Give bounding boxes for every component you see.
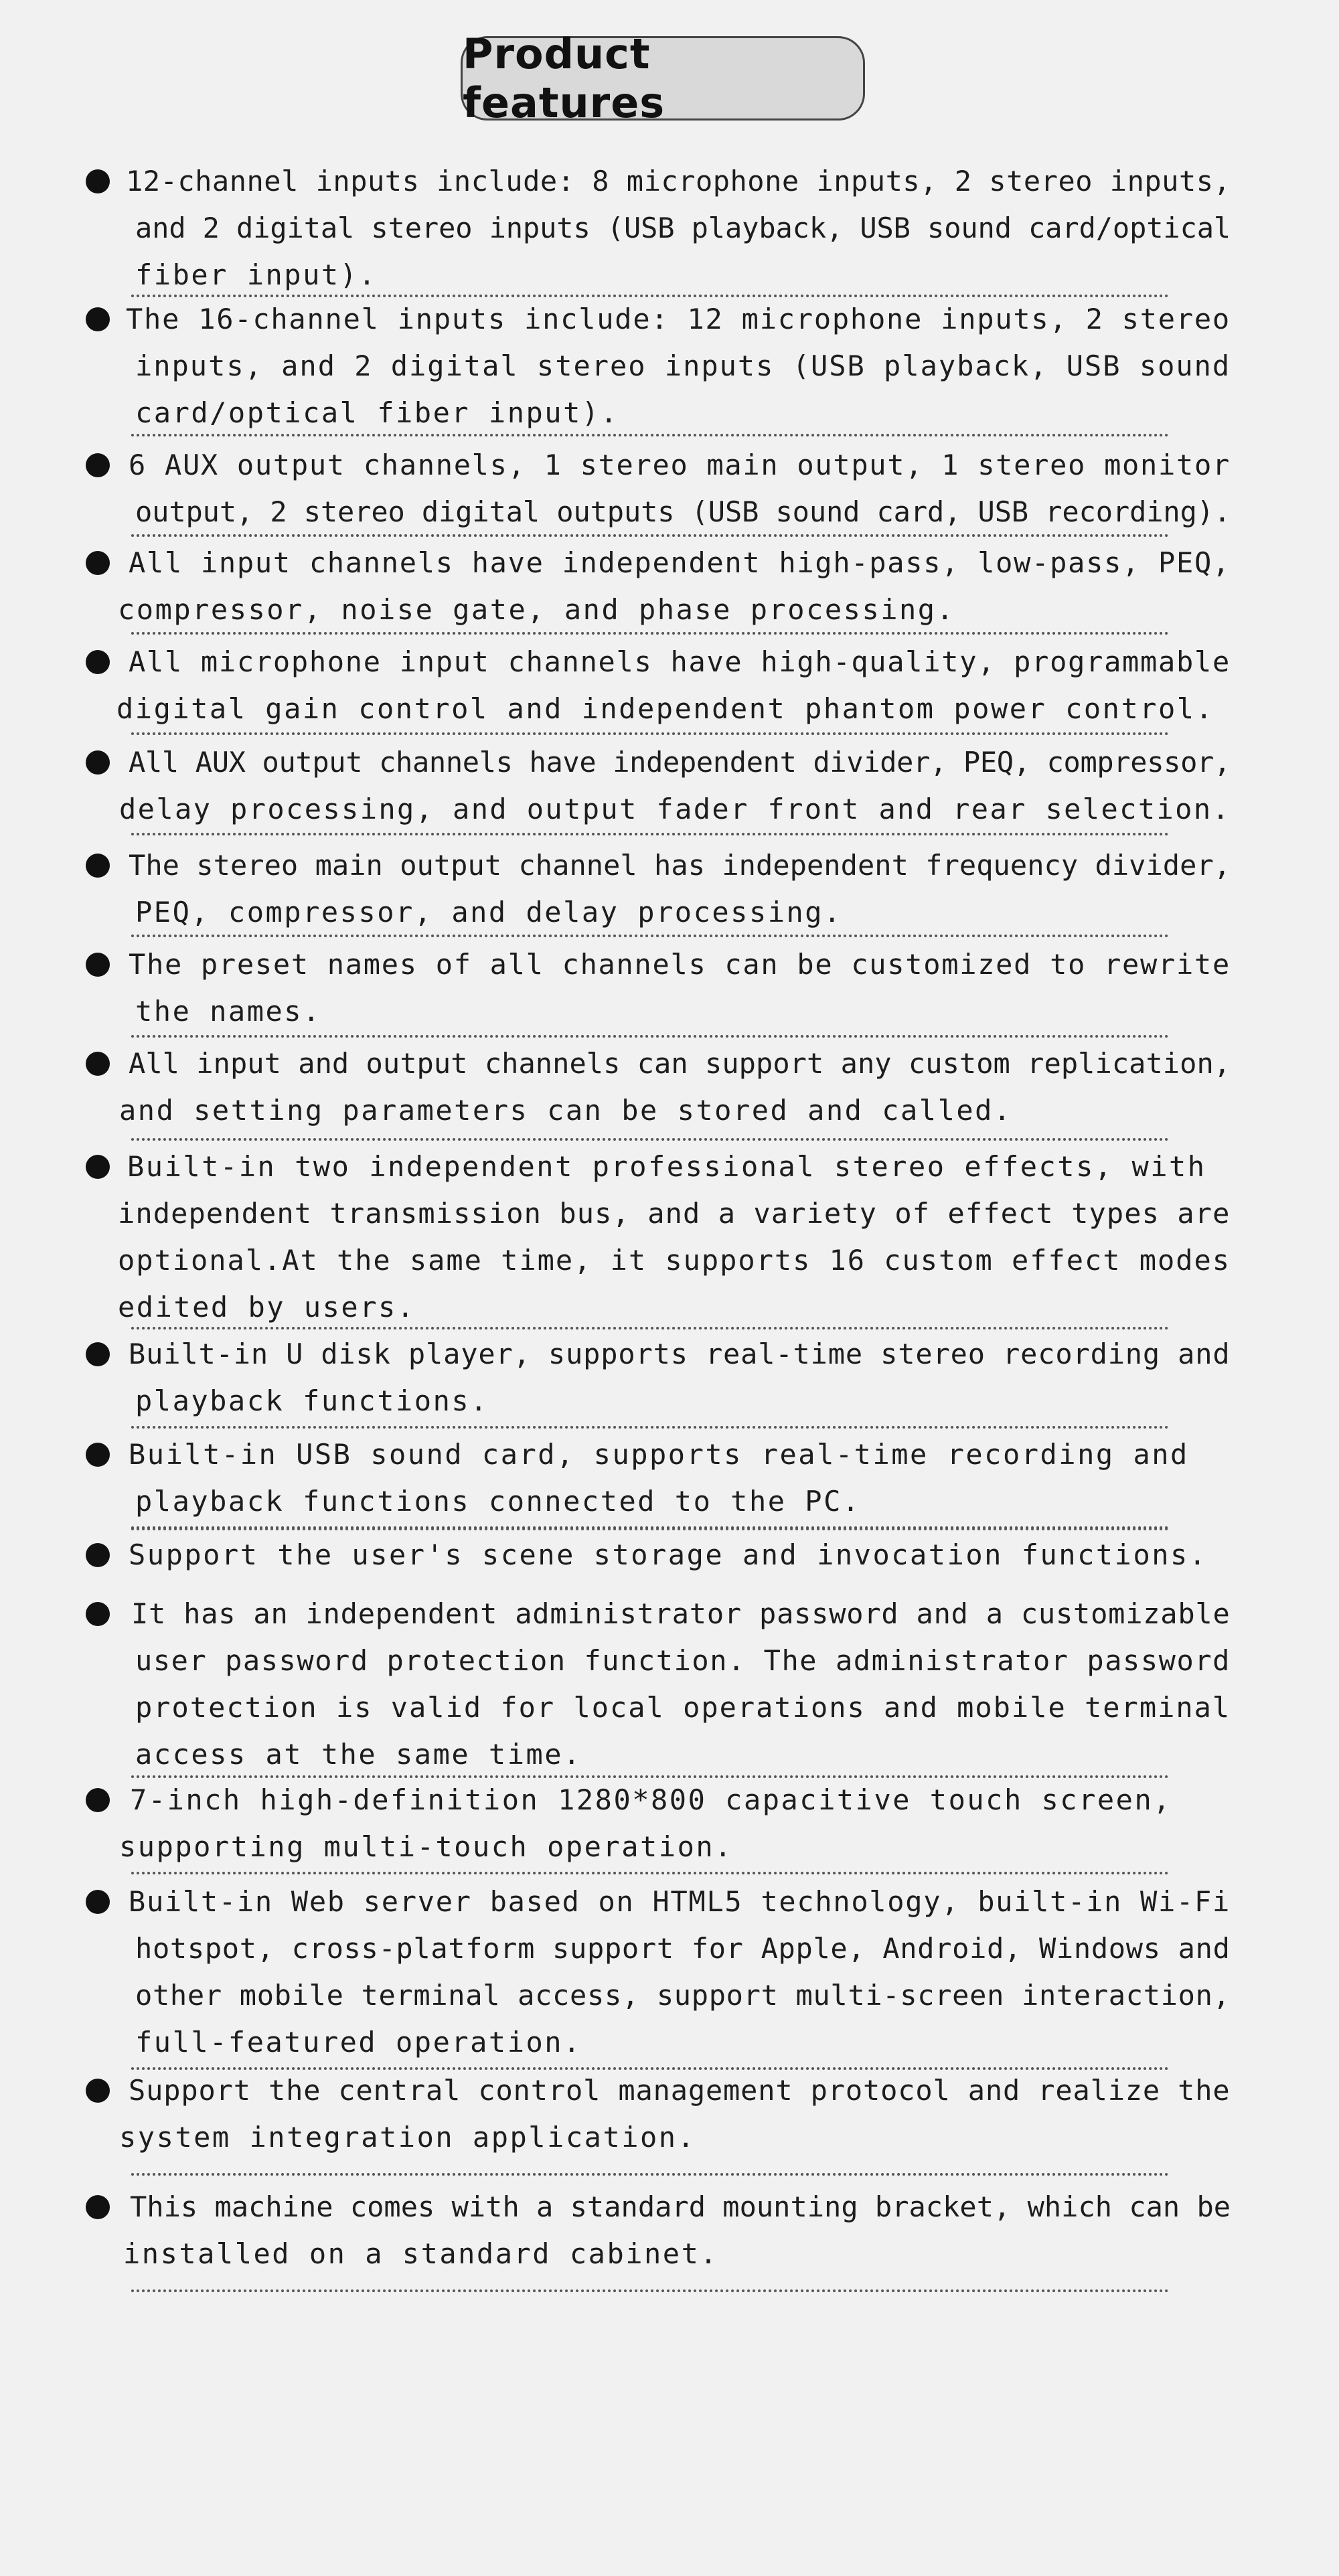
bullet-icon — [86, 854, 110, 878]
dotted-divider — [131, 1035, 1169, 1038]
bullet-icon — [86, 1602, 110, 1626]
dotted-divider — [131, 534, 1169, 537]
bullet-icon — [86, 1543, 110, 1567]
feature-text-line: Support the central control management protocol and realize the — [129, 2074, 1231, 2107]
bullet-icon — [86, 2079, 110, 2103]
feature-text-line: playback functions connected to the PC. — [135, 1485, 861, 1518]
bullet-icon — [86, 169, 110, 193]
feature-text-line: Built-in Web server based on HTML5 technology, built-in Wi-Fi — [129, 1885, 1231, 1918]
feature-text-line: All microphone input channels have high-quality, programmable — [129, 645, 1231, 678]
dotted-divider — [131, 1528, 1169, 1530]
bullet-icon — [86, 1342, 110, 1366]
feature-text-line: protection is valid for local operations and mobile terminal — [135, 1691, 1231, 1724]
feature-text-line: All input channels have independent high-pass, low-pass, PEQ, — [129, 546, 1231, 579]
feature-text-line: PEQ, compressor, and delay processing. — [135, 896, 842, 929]
feature-text-line: supporting multi-touch operation. — [119, 1830, 733, 1863]
dotted-divider — [131, 2289, 1169, 2292]
dotted-divider — [131, 935, 1169, 937]
feature-text-line: system integration application. — [119, 2121, 696, 2154]
dotted-divider — [131, 732, 1169, 735]
feature-text-line: the names. — [135, 995, 321, 1028]
bullet-icon — [86, 1443, 110, 1467]
bullet-icon — [86, 750, 110, 775]
bullet-icon — [86, 1052, 110, 1076]
feature-text-line: access at the same time. — [135, 1738, 582, 1771]
dotted-divider — [131, 632, 1169, 635]
bullet-icon — [86, 1155, 110, 1179]
feature-text-line: hotspot, cross-platform support for Apple, Android, Windows and — [135, 1932, 1231, 1965]
feature-text-line: playback functions. — [135, 1384, 489, 1417]
feature-text-line: fiber input). — [135, 258, 378, 291]
bullet-icon — [86, 1788, 110, 1812]
feature-text-line: It has an independent administrator password and a customizable — [131, 1597, 1231, 1630]
dotted-divider — [131, 434, 1169, 436]
feature-text-line: 12-channel inputs include: 8 microphone inputs, 2 stereo inputs, — [126, 165, 1231, 197]
dotted-divider — [131, 1872, 1169, 1874]
bullet-icon — [86, 307, 110, 331]
dotted-divider — [131, 1138, 1169, 1141]
feature-text-line: The preset names of all channels can be customized to rewrite — [129, 948, 1231, 981]
feature-text-line: All input and output channels can support any custom replication, — [129, 1047, 1231, 1080]
bullet-icon — [86, 650, 110, 674]
feature-text-line: card/optical fiber input). — [135, 396, 619, 429]
dotted-divider — [131, 1426, 1169, 1429]
feature-text-line: All AUX output channels have independent divider, PEQ, compressor, — [129, 746, 1231, 779]
feature-text-line: and 2 digital stereo inputs (USB playback, USB sound card/optical — [135, 212, 1231, 244]
feature-text-line: The stereo main output channel has independent frequency divider, — [129, 849, 1231, 882]
feature-text-line: Built-in two independent professional stereo effects, with — [127, 1150, 1206, 1183]
feature-text-line: and setting parameters can be stored and called. — [119, 1094, 1012, 1127]
feature-text-line: independent transmission bus, and a variety of effect types are — [118, 1197, 1231, 1230]
feature-text-line: This machine comes with a standard mounting bracket, which can be — [130, 2190, 1231, 2223]
feature-text-line: compressor, noise gate, and phase processing. — [118, 593, 955, 626]
feature-text-line: Built-in U disk player, supports real-time stereo recording and — [129, 1338, 1231, 1370]
dotted-divider — [131, 1327, 1169, 1330]
feature-text-line: 7-inch high-definition 1280*800 capacitive touch screen, — [130, 1783, 1172, 1816]
feature-text-line: digital gain control and independent phantom power control. — [116, 692, 1214, 725]
feature-text-line: user password protection function. The administrator password — [135, 1644, 1231, 1677]
feature-text-line: output, 2 stereo digital outputs (USB sound card, USB recording). — [135, 495, 1231, 528]
feature-text-line: delay processing, and output fader front and rear selection. — [119, 793, 1231, 825]
feature-text-line: 6 AUX output channels, 1 stereo main output, 1 stereo monitor — [129, 449, 1231, 481]
feature-text-line: inputs, and 2 digital stereo inputs (USB playback, USB sound — [135, 349, 1231, 382]
feature-text-line: Built-in USB sound card, supports real-time recording and — [129, 1438, 1189, 1471]
feature-text-line: full-featured operation. — [135, 2026, 582, 2059]
dotted-divider — [131, 2173, 1169, 2176]
feature-text-line: edited by users. — [118, 1291, 416, 1323]
feature-text-line: The 16-channel inputs include: 12 microphone inputs, 2 stereo — [126, 303, 1231, 335]
page-title: Product features — [461, 36, 865, 120]
bullet-icon — [86, 953, 110, 977]
bullet-icon — [86, 453, 110, 477]
feature-text-line: optional.At the same time, it supports 16 custom effect modes — [118, 1244, 1231, 1277]
feature-text-line: Support the user's scene storage and invocation functions. — [129, 1538, 1208, 1571]
dotted-divider — [131, 833, 1169, 835]
feature-text-line: other mobile terminal access, support multi-screen interaction, — [135, 1979, 1231, 2012]
bullet-icon — [86, 551, 110, 575]
bullet-icon — [86, 1890, 110, 1914]
feature-text-line: installed on a standard cabinet. — [123, 2237, 719, 2270]
bullet-icon — [86, 2195, 110, 2219]
